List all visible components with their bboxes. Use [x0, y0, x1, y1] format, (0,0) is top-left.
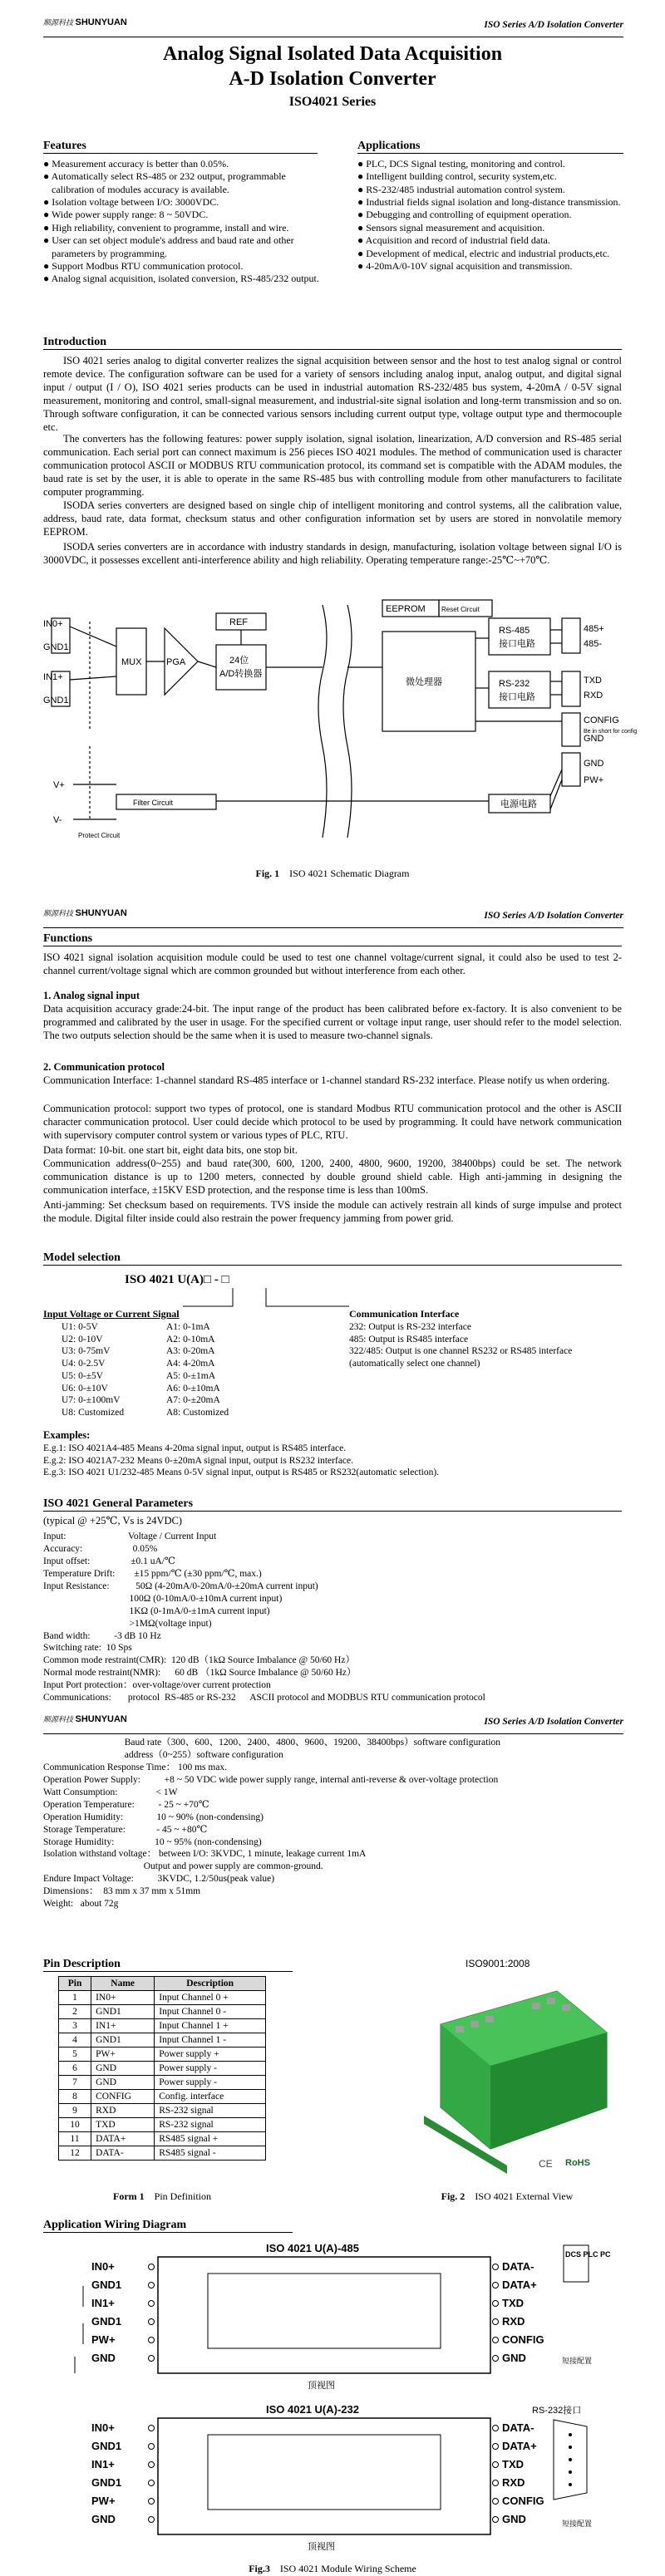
- model-input-u: U8: Customized: [62, 1408, 125, 1418]
- model-input-a: A2: 0-10mA: [166, 1334, 215, 1345]
- wiring-terminal: [493, 2517, 499, 2523]
- wiring-terminal: [149, 2319, 155, 2325]
- model-input-a: A3: 0-20mA: [166, 1346, 215, 1357]
- intro-p1: ISO 4021 series analog to digital converter realizes the signal acquisition between sensor and the host to test analog signal or control remote device. The configuration software can be used for a variety of sensors including analog input, analog output, and digital signal input / output (I / O), ISO 4021 series products can be used in industrial automation RS-232/485 bus system, 4-20mA / 0-5V signal measurement, monitoring and control, small-signal measurement, and industrial-site signal isolation and long-term transmission and so on. Through software configuration, it can be connected various sensors including current output type, voltage output type and thermocouple etc.: [43, 355, 622, 433]
- wiring-left-pin: PW+: [91, 2495, 116, 2507]
- application-item: ● PLC, DCS Signal testing, monitoring and control.: [357, 158, 565, 170]
- fig3-caption: Fig.3 ISO 4021 Module Wiring Scheme: [249, 2563, 416, 2574]
- short-note-232: 短接配置: [562, 2519, 593, 2528]
- application-item: ● Development of medical, electric and industrial products,etc.: [357, 247, 610, 259]
- wiring-right-pin: DATA+: [502, 2279, 537, 2291]
- intro-p2: The converters has the following features: power supply isolation, signal isolation, linearization, A/D conversion and RS-485 serial communication. Each serial port can connect maximum is 256 pieces ISO 4021 modules. The method of communication used is character communication protocol ASCII or MODBUS RTU communication protocol, its command set is compatible with the ADAM modules, the baud rate is set by the user, it is able to operate in the same RS-485 bus with controlling module from other manufacturers to facilitate computer programming.: [43, 433, 622, 498]
- pin-table-cell: 10: [59, 2118, 91, 2132]
- pin-table-cell: RS485 signal +: [155, 2132, 266, 2146]
- sch-txd: TXD: [584, 676, 602, 686]
- sch-config: CONFIG: [584, 715, 619, 725]
- model-comm-title: Communication Interface: [349, 1308, 460, 1320]
- wiring-left-pin: GND: [91, 2352, 116, 2364]
- param-line: Storage Humidity: 10 ~ 95% (non-condensing): [43, 1836, 262, 1847]
- param-line: Communication Response Time： 100 ms max.: [43, 1762, 228, 1772]
- page-header-1: [43, 15, 623, 37]
- application-item: ● Sensors signal measurement and acquisition.: [357, 221, 545, 234]
- param-line: Operation Power Supply: +8 ~ 50 VDC wide power supply range, internal anti-reverse & over-voltage protection: [43, 1774, 499, 1785]
- functions-p2c: Data format: 10-bit. one start bit, eight data bits, one stop bit.: [43, 1144, 298, 1156]
- rohs-mark: RoHS: [565, 2158, 590, 2168]
- pin-table-row: [59, 2005, 266, 2019]
- wiring-terminal: [149, 2426, 155, 2431]
- features-heading: Features: [43, 140, 318, 154]
- wiring-terminal: [493, 2499, 499, 2505]
- sch-rs485a: RS-485: [499, 626, 530, 636]
- example-item: E.g.3: ISO 4021 U1/232-485 Means 0-5V signal input, output is RS485 or RS232(automatic selection).: [43, 1467, 440, 1478]
- param-line: Temperature Drift: ±15 ppm/℃ (±30 ppm/℃, max.): [43, 1568, 262, 1579]
- functions-h2: 2. Communication protocol: [43, 1061, 165, 1073]
- wiring-left-pin: GND1: [91, 2315, 122, 2328]
- pin-table-cell: CONFIG: [91, 2090, 155, 2104]
- pin-table-cell: Power supply +: [155, 2048, 266, 2062]
- pin-table-cell: IN0+: [91, 1991, 155, 2005]
- param-line: Isolation withstand voltage： between I/O: 3KVDC, 1 minute, leakage current 1mA: [43, 1849, 367, 1860]
- feature-item: ● Measurement accuracy is better than 0.05%.: [43, 158, 229, 170]
- params-list: [43, 1531, 625, 1704]
- application-item: ● 4-20mA/0-10V signal acquisition and transmission.: [357, 259, 573, 272]
- pin-table-cell: RS-232 signal: [155, 2104, 266, 2118]
- wiring-terminal: [149, 2301, 155, 2307]
- sch-in0: IN0+: [43, 619, 63, 629]
- model-comm-list: [349, 1321, 623, 1370]
- intro-p3: ISODA series converters are designed based on single chip of intelligent monitoring and control systems, all the calibration value, address, baud rate, data format, checksum status and other configuration information set by users are stored in nonvolatile memory EEPROM.: [43, 499, 622, 538]
- param-line: Input Resistance: 50Ω (4-20mA/0-20mA/0-±20mA current input): [43, 1581, 318, 1591]
- pin-table-row: [59, 2118, 266, 2132]
- page-header-2: 顺源科技 SHUNYUAN ISO Series A/D Isolation Converter: [43, 906, 623, 928]
- wiring-right-pin: GND: [502, 2352, 526, 2364]
- param-line: Input Port protection：over-voltage/over current protection: [43, 1680, 271, 1691]
- sch-gnd1b: GND1: [43, 696, 69, 705]
- wiring-right-pin: GND: [502, 2513, 526, 2525]
- pin-table-cell: Config. interface: [155, 2090, 266, 2104]
- example-item: E.g.1: ISO 4021A4-485 Means 4-20ma signal input, output is RS485 interface.: [43, 1443, 347, 1453]
- wiring485-title: ISO 4021 U(A)-485: [266, 2242, 359, 2254]
- sch-pga: PGA: [166, 657, 186, 667]
- topview-485: 顶视图: [308, 2381, 335, 2391]
- sch-gnd: GND: [584, 734, 604, 744]
- wiring-right-pin: TXD: [502, 2297, 524, 2309]
- form1-caption: Form 1 Pin Definition: [113, 2190, 211, 2202]
- sch-protect: Protect Circuit: [78, 832, 121, 839]
- sch-cfg-note: Be in short for config: [584, 729, 638, 735]
- wiring-right-pin: DATA-: [502, 2421, 534, 2434]
- sch-ref: REF: [229, 617, 248, 627]
- param-line: Output and power supply are common-ground.: [43, 1861, 323, 1872]
- sch-adc2: A/D转换器: [219, 669, 263, 679]
- pin-table-cell: GND: [91, 2062, 155, 2076]
- series-title: ISO Series A/D Isolation Converter: [484, 20, 623, 30]
- sch-gnd2: GND: [584, 759, 604, 769]
- iso-cert-label: ISO9001:2008: [466, 1958, 530, 1969]
- example-item: E.g.2: ISO 4021A7-232 Means 0-±20mA signal input, output is RS232 interface.: [43, 1455, 354, 1466]
- pin-table-cell: GND1: [91, 2005, 155, 2019]
- wiring-terminal: [493, 2462, 499, 2468]
- wiring-left-pin: IN0+: [91, 2421, 115, 2434]
- rs232-port-label: RS-232接口: [532, 2406, 582, 2416]
- dcs-label: DCS PLC PC: [565, 2250, 611, 2259]
- wiring-left-pin: IN0+: [91, 2260, 115, 2273]
- wiring-left-pin: IN1+: [91, 2458, 115, 2470]
- fig2-caption: Fig. 2 ISO 4021 External View: [441, 2190, 574, 2202]
- pin-table-cell: 4: [59, 2033, 91, 2048]
- wiring-left-pin: GND1: [91, 2440, 122, 2452]
- sch-reset: Reset Circuit: [441, 606, 480, 613]
- wiring-terminal: [149, 2444, 155, 2450]
- brand-logo: 顺源科技 SHUNYUAN: [43, 17, 127, 27]
- wiring-diagram-232: [66, 2401, 598, 2559]
- pin-table-cell: RS485 signal -: [155, 2146, 266, 2161]
- param-line: Normal mode restraint(NMR): 60 dB （1kΩ Source Imbalance @ 50/60 Hz）: [43, 1668, 357, 1679]
- pin-table-cell: TXD: [91, 2118, 155, 2132]
- pin-table-row: [59, 2132, 266, 2146]
- wiring-right-pin: RXD: [502, 2476, 525, 2489]
- wiring-heading: Application Wiring Diagram: [43, 2219, 293, 2233]
- model-comm-item: 322/485: Output is one channel RS232 or RS485 interface: [349, 1346, 573, 1357]
- model-inputs-u: [62, 1321, 161, 1419]
- pin-table-cell: Input Channel 1 -: [155, 2033, 266, 2048]
- pin-table-cell: IN1+: [91, 2019, 155, 2033]
- examples-title: Examples:: [43, 1429, 91, 1441]
- pin-table-row: [59, 2048, 266, 2062]
- model-comm-item: (automatically select one channel): [349, 1359, 480, 1369]
- pin-table-cell: 7: [59, 2076, 91, 2090]
- sch-rs232a: RS-232: [499, 679, 530, 689]
- param-line: Input: Voltage / Current Input: [43, 1531, 217, 1541]
- sch-power: 电源电路: [500, 799, 537, 809]
- param-line: Band width: -3 dB 10 Hz: [43, 1630, 161, 1641]
- pin-table-cell: Power supply -: [155, 2062, 266, 2076]
- pin-table-cell: PW+: [91, 2048, 155, 2062]
- sch-vminus: V-: [53, 815, 62, 825]
- param-line: Communications: protocol RS-485 or RS-232 ASCII protocol and MODBUS RTU communication protocol: [43, 1693, 485, 1703]
- pin-table-cell: 12: [59, 2146, 91, 2161]
- model-input-a: A1: 0-1mA: [166, 1322, 210, 1332]
- application-item: ● Debugging and controlling of equipment operation.: [357, 209, 572, 221]
- wiring-right-pin: TXD: [502, 2458, 524, 2470]
- pin-table-header: Pin: [59, 1977, 91, 1991]
- sch-mux: MUX: [121, 657, 142, 667]
- pin-table-cell: Power supply -: [155, 2076, 266, 2090]
- model-comm-item: 232: Output is RS-232 interface: [349, 1322, 471, 1332]
- application-item: ● RS-232/485 industrial automation control system.: [357, 183, 565, 195]
- param-line: Operation Humidity: 10 ~ 90% (non-condensing): [43, 1812, 264, 1822]
- sch-485p: 485+: [584, 624, 604, 634]
- pin-table-row: [59, 2062, 266, 2076]
- feature-item: ● User can set object module's address and baud rate and other parameters by programming.: [43, 234, 294, 259]
- wiring-terminal: [493, 2283, 499, 2288]
- pin-table-header: Description: [155, 1977, 266, 1991]
- param-line: Endure Impact Voltage: 3KVDC, 1.2/50us(peak value): [43, 1874, 275, 1885]
- pin-table-cell: Input Channel 1 +: [155, 2019, 266, 2033]
- functions-p1: Data acquisition accuracy grade:24-bit. The input range of the product has been calibrated before ex-factory. It is also convenient to be programmed and calibrated by the user in usage. For the specified current or voltage input range, user should refer to the model selection. The two outputs selection should be the same when it is used to measure two-channel signals.: [43, 1003, 622, 1041]
- model-input-a: A8: Customized: [166, 1408, 229, 1418]
- fig1-caption: Fig. 1 ISO 4021 Schematic Diagram: [255, 868, 410, 879]
- wiring-terminal: [493, 2301, 499, 2307]
- wiring-terminal: [149, 2480, 155, 2486]
- feature-item: ● Analog signal acquisition, isolated conversion, RS-485/232 output.: [43, 273, 319, 285]
- wiring-terminal: [149, 2283, 155, 2288]
- applications-heading: Applications: [357, 140, 623, 154]
- functions-heading: Functions: [43, 932, 622, 946]
- model-input-a: A5: 0-±1mA: [166, 1370, 216, 1381]
- pin-table-cell: GND1: [91, 2033, 155, 2048]
- wiring-right-pin: DATA+: [502, 2440, 537, 2452]
- wiring-terminal: [149, 2264, 155, 2270]
- wiring-terminal: [149, 2462, 155, 2468]
- functions-h1: 1. Analog signal input: [43, 990, 140, 1001]
- functions-p2a: Communication Interface: 1-channel standard RS-485 interface or 1-channel standard RS-232 interface. Please notify us when ordering.: [43, 1074, 610, 1086]
- pin-table-row: [59, 2076, 266, 2090]
- pin-table-row: [59, 2146, 266, 2161]
- wiring-terminal: [493, 2444, 499, 2450]
- params-heading: ISO 4021 General Parameters: [43, 1497, 622, 1512]
- topview-232: 顶视图: [308, 2542, 335, 2552]
- wiring232-title: ISO 4021 U(A)-232: [266, 2403, 359, 2416]
- examples-list: [43, 1443, 625, 1479]
- ce-mark: CE: [539, 2158, 553, 2170]
- pin-table-header: Name: [91, 1977, 155, 1991]
- model-input-u: U3: 0-75mV: [62, 1346, 111, 1357]
- schematic-diagram: [40, 588, 638, 854]
- page-header-3: 顺源科技 SHUNYUAN ISO Series A/D Isolation Converter: [43, 1712, 623, 1734]
- wiring-right-pin: DATA-: [502, 2260, 534, 2273]
- pin-table-row: [59, 2019, 266, 2033]
- param-line: Operation Temperature: - 25 ~ +70℃: [43, 1799, 209, 1810]
- pin-table-cell: 8: [59, 2090, 91, 2104]
- model-input-a: A7: 0-±20mA: [166, 1395, 220, 1406]
- wiring-right-pin: CONFIG: [502, 2495, 544, 2507]
- model-input-u: U2: 0-10V: [62, 1334, 103, 1345]
- introduction-heading: Introduction: [43, 336, 622, 350]
- model-heading: Model selection: [43, 1251, 622, 1266]
- sch-vplus: V+: [53, 780, 65, 790]
- sch-filter: Filter Circuit: [133, 799, 174, 807]
- wiring-right-pin: RXD: [502, 2315, 525, 2328]
- applications-list: [357, 158, 623, 273]
- param-line: >1MΩ(voltage input): [43, 1618, 212, 1629]
- functions-p2e: Anti-jamming: Set checksum based on requirements. TVS inside the module can actively restrain all kinds of surge impulse and protect the module. Digital filter inside could also restrain the power frequency jamming from power grid.: [43, 1199, 622, 1224]
- model-inputs-a: [166, 1321, 283, 1419]
- pin-table-row: [59, 1991, 266, 2005]
- pin-table-cell: RXD: [91, 2104, 155, 2118]
- pin-table-row: [59, 2090, 266, 2104]
- sch-mcu: 微处理器: [406, 677, 442, 687]
- application-item: ● Acquisition and record of industrial field data.: [357, 234, 550, 247]
- wiring-left-pin: PW+: [91, 2333, 116, 2346]
- sch-eeprom: EEPROM: [386, 604, 426, 614]
- wiring-terminal: [493, 2426, 499, 2431]
- param-line: Input offset: ±0.1 uA/℃: [43, 1556, 175, 1566]
- wiring-left-pin: GND1: [91, 2476, 122, 2489]
- wiring-terminal: [493, 2480, 499, 2486]
- functions-p2b: Communication protocol: support two types of protocol, one is standard Modbus RTU communication protocol and the other is ASCII character communication protocol. User could decide which protocol to be used by programming. It could have network communication with supervisory computer control system or various types of PLC, RTU.: [43, 1103, 622, 1141]
- wiring-terminal: [493, 2356, 499, 2362]
- sch-rs485b: 接口电路: [499, 639, 535, 649]
- wiring-terminal: [149, 2356, 155, 2362]
- functions-p0: ISO 4021 signal isolation acquisition module could be used to test one channel voltage/current signal, it could also be used to test 2-channel current/voltage signal which are common grounded but without interference from each other.: [43, 951, 622, 976]
- param-line: Common mode restraint(CMR): 120 dB（1kΩ Source Imbalance @ 50/60 Hz）: [43, 1655, 355, 1666]
- doc-title-line3: ISO4021 Series: [288, 95, 377, 109]
- model-input-u: U5: 0-±5V: [62, 1370, 104, 1381]
- params2-list: [43, 1737, 625, 1910]
- pin-table-cell: Input Channel 0 -: [155, 2005, 266, 2019]
- model-input-u: U7: 0-±100mV: [62, 1395, 121, 1406]
- pin-table-cell: RS-232 signal: [155, 2118, 266, 2132]
- wiring-terminal: [493, 2319, 499, 2325]
- sch-in1: IN1+: [43, 672, 63, 682]
- sch-gnd1a: GND1: [43, 642, 69, 652]
- sch-rs232b: 接口电路: [499, 692, 535, 702]
- wiring-left-pin: GND: [91, 2513, 116, 2525]
- pin-table-cell: 1: [59, 1991, 91, 2005]
- param-line: Dimensions： 83 mm x 37 mm x 51mm: [43, 1886, 201, 1897]
- param-line: Weight: about 72g: [43, 1899, 119, 1910]
- wiring-left-pin: GND1: [91, 2279, 122, 2291]
- application-item: ● Intelligent building control, security system,etc.: [357, 170, 557, 183]
- wiring-terminal: [149, 2338, 155, 2343]
- wiring-right-pin: CONFIG: [502, 2333, 544, 2346]
- product-photo: [391, 1974, 623, 2182]
- pin-table-cell: DATA+: [91, 2132, 155, 2146]
- model-connector-lines: [183, 1286, 432, 1311]
- param-line: Switching rate: 10 Sps: [43, 1643, 132, 1654]
- model-input-a: A4: 4-20mA: [166, 1359, 215, 1369]
- wiring-diagram-485: [66, 2240, 611, 2398]
- param-line: Baud rate（300、600、1200、2400、4800、9600、19200、38400bps）software configuration: [43, 1738, 501, 1748]
- pin-table-cell: 11: [59, 2132, 91, 2146]
- features-list: [43, 158, 322, 286]
- doc-title-line2: A-D Isolation Converter: [229, 68, 436, 90]
- wiring-terminal: [493, 2338, 499, 2343]
- param-line: address（0~255）software configuration: [43, 1749, 283, 1760]
- short-note-485: 短接配置: [562, 2357, 593, 2365]
- application-item: ● Industrial fields signal isolation and long-distance transmission.: [357, 196, 621, 209]
- pin-table-cell: 3: [59, 2019, 91, 2033]
- param-line: 100Ω (0-10mA/0-±10mA current input): [43, 1593, 283, 1604]
- sch-rxd: RXD: [584, 691, 603, 701]
- model-code: ISO 4021 U(A)□ - □: [125, 1273, 229, 1286]
- pin-table-cell: Input Channel 0 +: [155, 1991, 266, 2005]
- pin-table-cell: 2: [59, 2005, 91, 2019]
- param-line: Storage Temperature: - 45 ~ +80℃: [43, 1824, 208, 1835]
- pin-table-row: [59, 2104, 266, 2118]
- param-line: Accuracy: 0.05%: [43, 1543, 158, 1554]
- feature-item: ● Support Modbus RTU communication protocol.: [43, 259, 244, 272]
- feature-item: ● Wide power supply range: 8 ~ 50VDC.: [43, 209, 209, 221]
- param-line: 1KΩ (0-1mA/0-±1mA current input): [43, 1605, 270, 1616]
- wiring-terminal: [493, 2264, 499, 2270]
- pin-table-cell: DATA-: [91, 2146, 155, 2161]
- model-input-u: U6: 0-±10V: [62, 1383, 108, 1394]
- model-input-a: A6: 0-±10mA: [166, 1383, 220, 1394]
- sch-adc1: 24位: [229, 656, 249, 666]
- pin-table-cell: 6: [59, 2062, 91, 2076]
- pin-table-cell: 5: [59, 2048, 91, 2062]
- model-input-u: U1: 0-5V: [62, 1322, 98, 1332]
- intro-p4: ISODA series converters are in accordance with industry standards in design, manufacturing, isolation voltage between signal I/O is 3000VDC, it possesses excellent anti-interference ability and high reliability. Operating temperature range:-25℃~+70℃.: [43, 541, 622, 566]
- wiring-left-pin: IN1+: [91, 2297, 115, 2309]
- pin-table: [58, 1976, 266, 2161]
- sch-485m: 485-: [584, 639, 603, 649]
- params-sub: (typical @ +25℃, Vs is 24VDC): [43, 1515, 183, 1526]
- pin-table-cell: 9: [59, 2104, 91, 2118]
- sch-pwr: PW+: [584, 775, 604, 785]
- doc-title-line1: Analog Signal Isolated Data Acquisition: [162, 43, 503, 65]
- model-input-title: Input Voltage or Current Signal: [43, 1308, 180, 1320]
- model-comm-item: 485: Output is RS485 interface: [349, 1334, 469, 1345]
- feature-item: ● Automatically select RS-485 or 232 output, programmable calibration of modules accuracy is available.: [43, 170, 286, 195]
- pin-table-row: [59, 2033, 266, 2048]
- feature-item: ● High reliability, convenient to programme, install and wire.: [43, 221, 289, 234]
- param-line: Watt Consumption: < 1W: [43, 1787, 178, 1797]
- pins-heading: Pin Description: [43, 1958, 293, 1972]
- wiring-terminal: [149, 2517, 155, 2523]
- model-input-u: U4: 0-2.5V: [62, 1359, 106, 1369]
- feature-item: ● Isolation voltage between I/O: 3000VDC.: [43, 196, 219, 209]
- functions-p2d: Communication address(0~255) and baud rate(300, 600, 1200, 2400, 4800, 9600, 19200, 38400bps) could be set. The network communication distance is up to 1200 meters, connected by double ground shield cable. High anti-jamming in designing the communication interface, ±15KV ESD protection, and the response time is less than 100mS.: [43, 1158, 622, 1196]
- wiring-terminal: [149, 2499, 155, 2505]
- pin-table-cell: GND: [91, 2076, 155, 2090]
